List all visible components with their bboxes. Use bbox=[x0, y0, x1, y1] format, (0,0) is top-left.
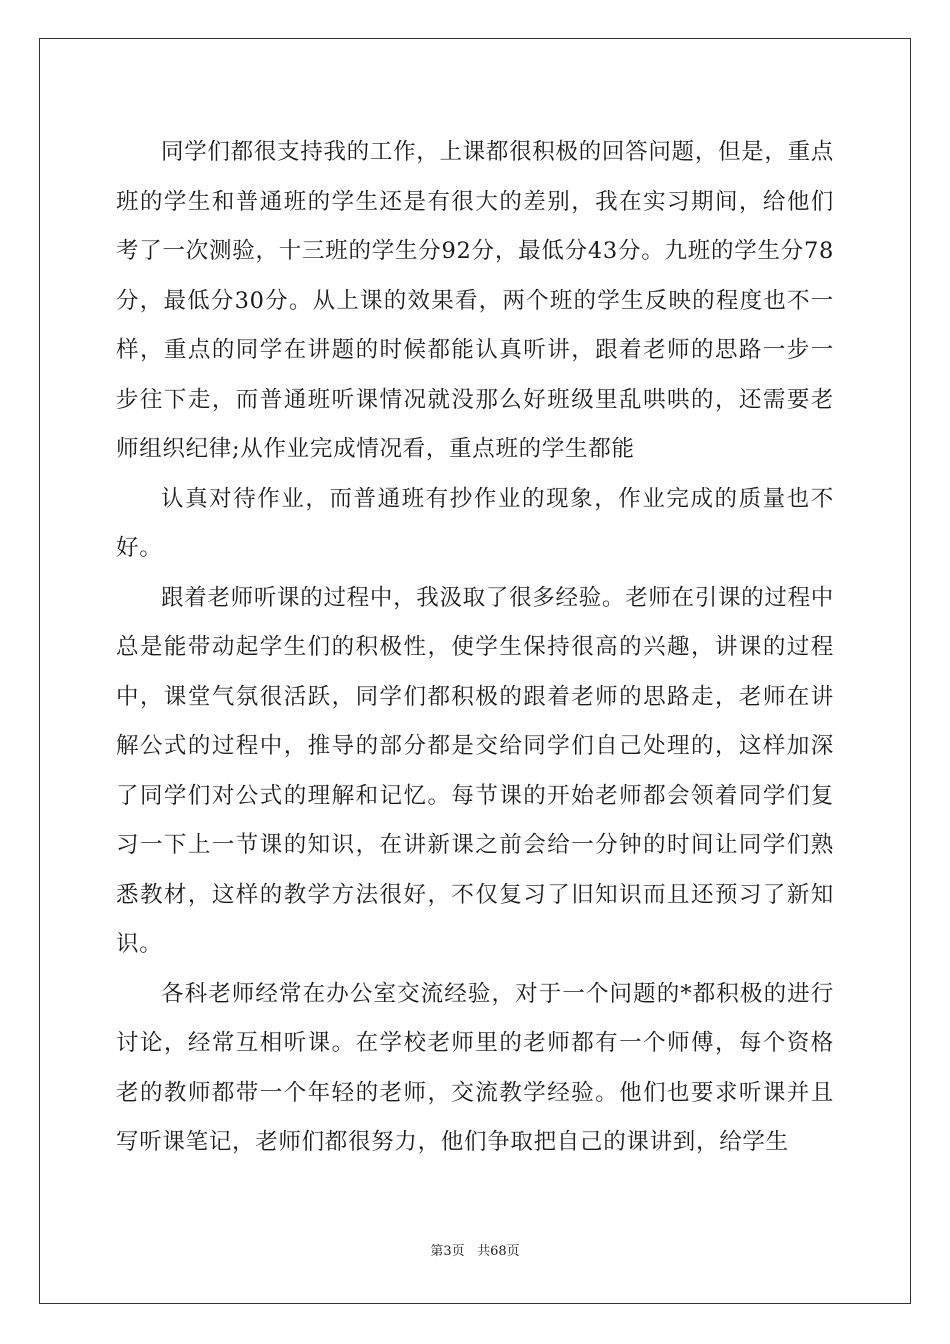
page-total: 共68页 bbox=[477, 1244, 520, 1259]
paragraph-1: 同学们都很支持我的工作，上课都很积极的回答问题，但是，重点班的学生和普通班的学生还是有很大的差别，我在实习期间，给他们考了一次测验，十三班的学生分92分，最低分43分。九班的学生分78分，最低分30分。从上课的效果看，两个班的学生反映的程度也不一样，重点的同学在讲题的时候都能认真听讲，跟着老师的思路一步一步往下走，而普通班听课情况就没那么好班级里乱哄哄的，还需要老师组织纪律;从作业完成情况看，重点班的学生都能 bbox=[116, 139, 834, 462]
page-number: 第3页 bbox=[430, 1244, 465, 1259]
document-body bbox=[116, 128, 834, 1168]
paragraph-2: 认真对待作业，而普通班有抄作业的现象，作业完成的质量也不好。 bbox=[116, 485, 834, 561]
paragraph-3: 跟着老师听课的过程中，我汲取了很多经验。老师在引课的过程中总是能带动起学生们的积极性，使学生保持很高的兴趣，讲课的过程中，课堂气氛很活跃，同学们都积极的跟着老师的思路走，老师在讲解公式的过程中，推导的部分都是交给同学们自己处理的，这样加深了同学们对公式的理解和记忆。每节课的开始老师都会领着同学们复习一下上一节课的知识，在讲新课之前会给一分钟的时间让同学们熟悉教材，这样的教学方法很好，不仅复习了旧知识而且还预习了新知识。 bbox=[116, 584, 834, 957]
page-footer bbox=[0, 1242, 950, 1262]
paragraph-4: 各科老师经常在办公室交流经验，对于一个问题的*都积极的进行讨论，经常互相听课。在学校老师里的老师都有一个师傅，每个资格老的教师都带一个年轻的老师，交流教学经验。他们也要求听课并且写听课笔记，老师们都很努力，他们争取把自己的课讲到，给学生 bbox=[116, 980, 834, 1155]
